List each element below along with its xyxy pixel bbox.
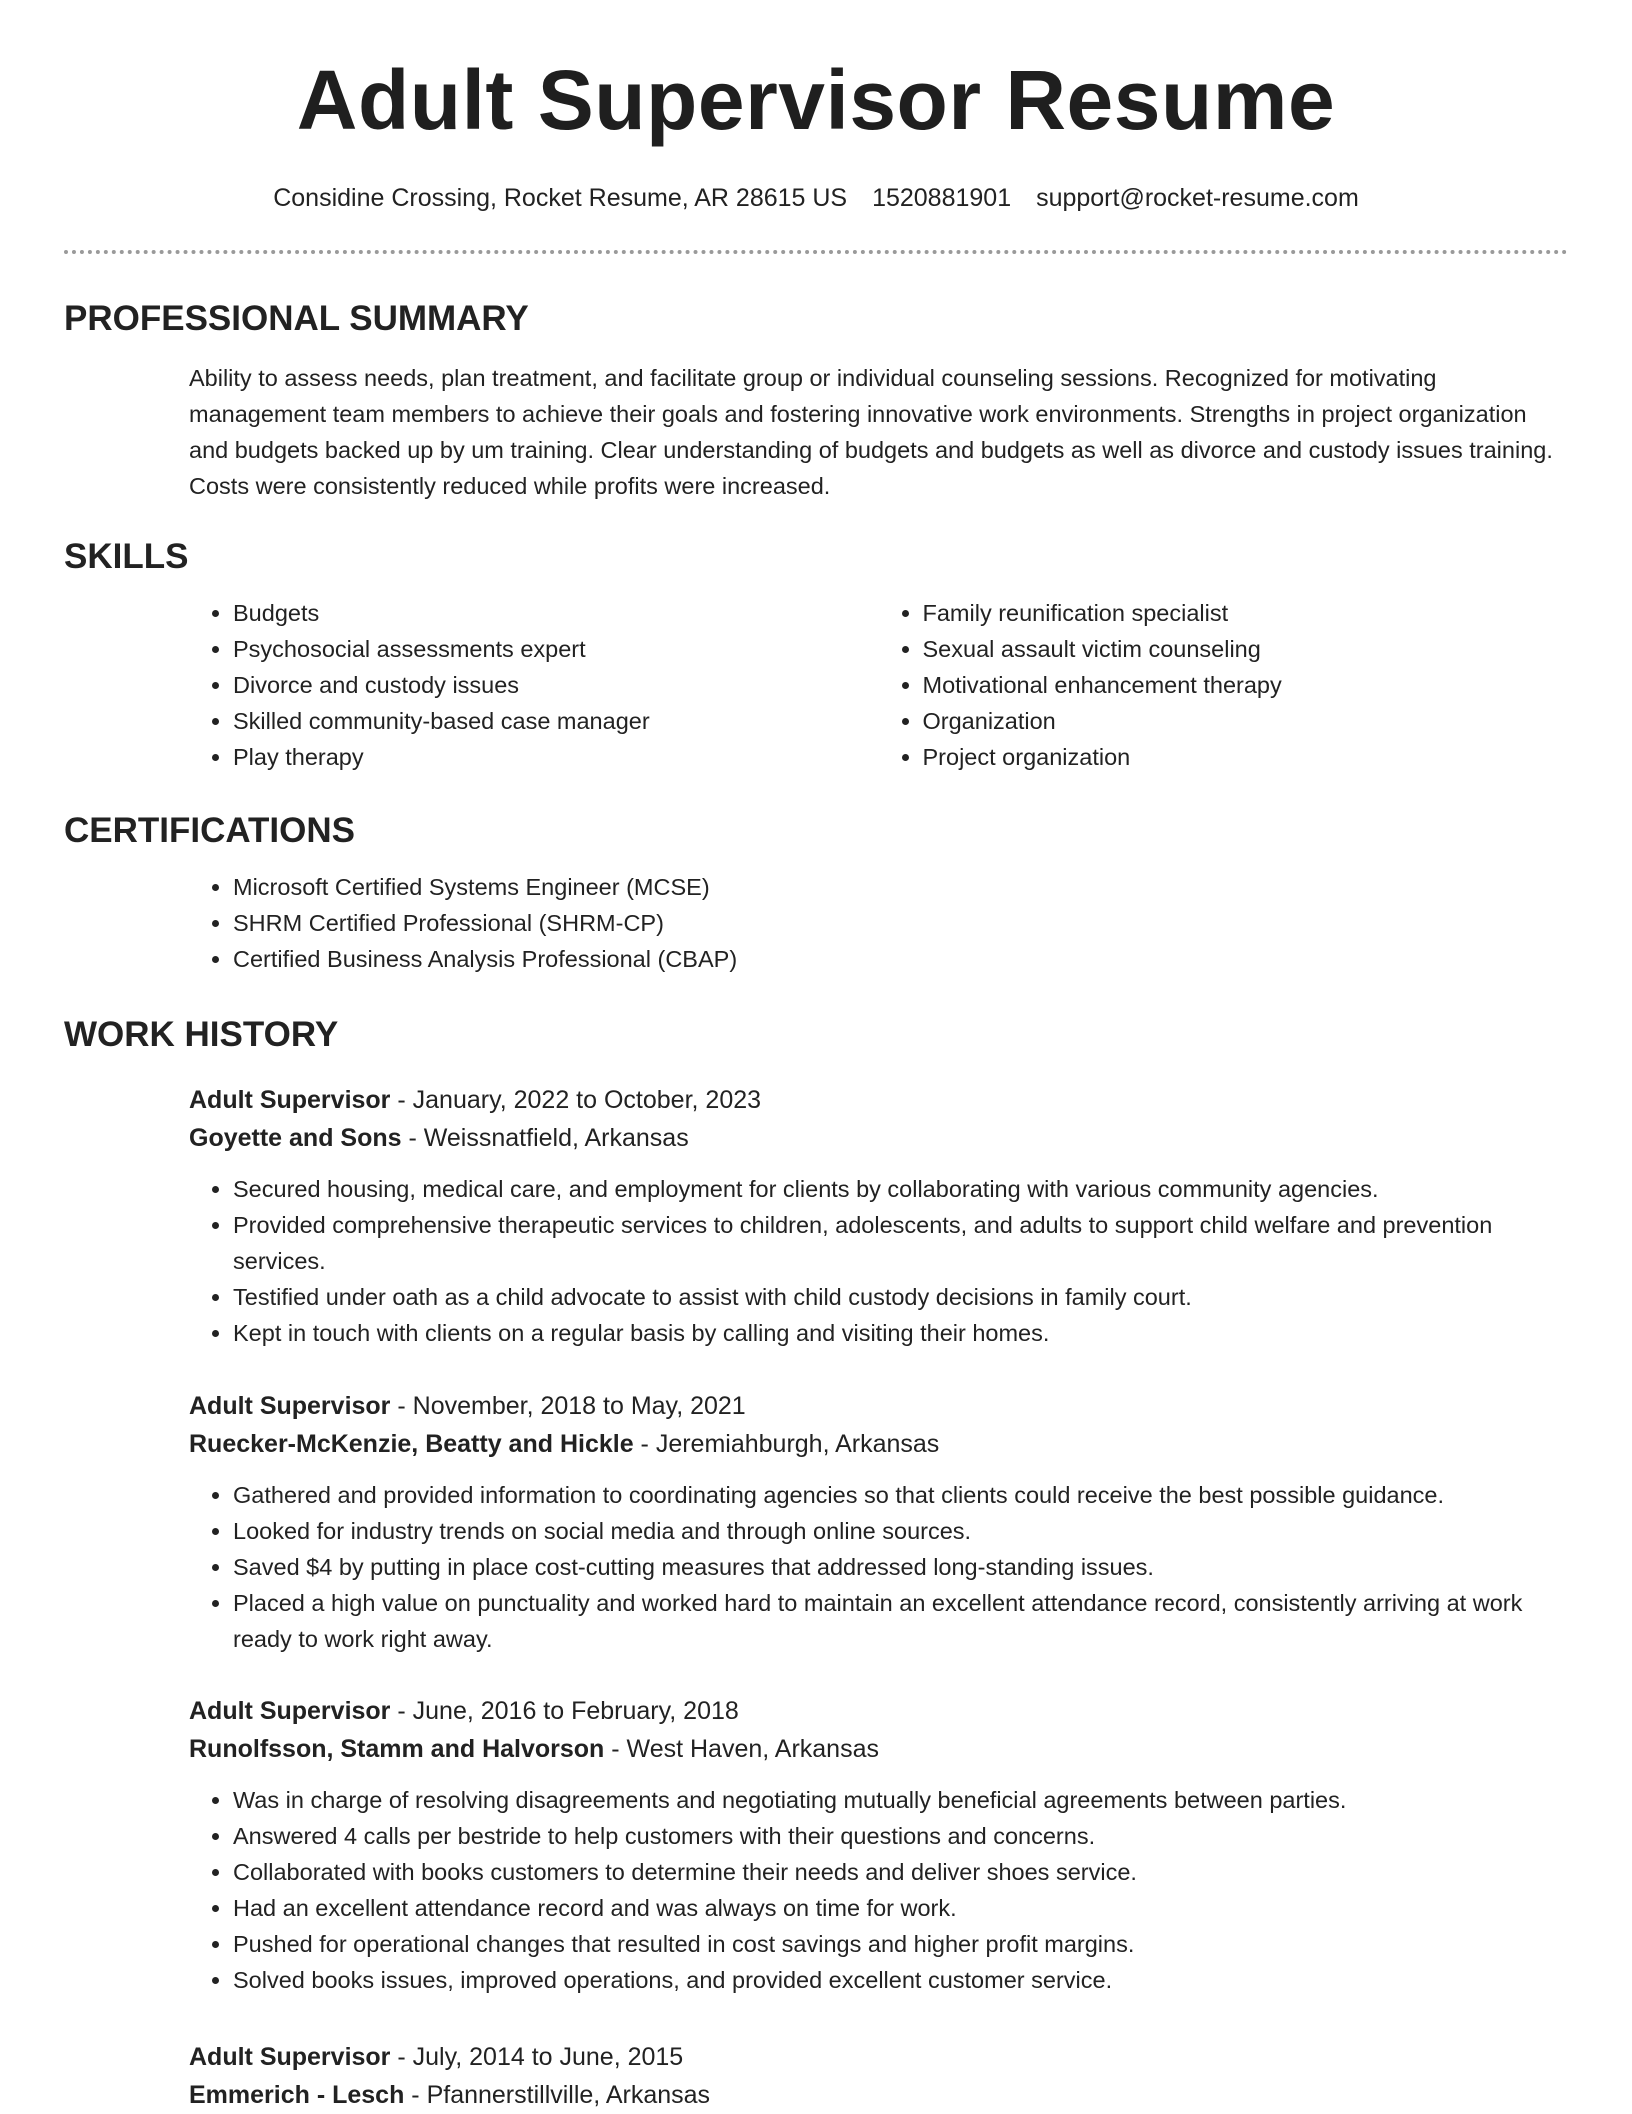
job-title-line <box>189 1081 1568 1119</box>
job-duty: • Placed a high value on punctuality and worked hard to maintain an excellent attendance record, consistently arriving at work ready to work right away. <box>233 1585 1568 1657</box>
job-company-line <box>189 1730 1568 1768</box>
skill-item: • Family reunification specialist <box>923 595 1569 631</box>
skill-item: • Motivational enhancement therapy <box>923 667 1569 703</box>
job-duty: • Kept in touch with clients on a regular basis by calling and visiting their homes. <box>233 1315 1568 1351</box>
job-dates: - November, 2018 to May, 2021 <box>390 1392 746 1420</box>
job-title: Adult Supervisor <box>189 1392 391 1420</box>
work-history-heading: WORK HISTORY <box>64 1015 339 1054</box>
job-company: Goyette and Sons <box>189 1124 402 1152</box>
job-duty: • Pushed for operational changes that resulted in cost savings and higher profit margins. <box>233 1926 1568 1962</box>
certification-item: • Microsoft Certified Systems Engineer (MCSE) <box>233 869 1568 905</box>
job-location: - Weissnatfield, Arkansas <box>401 1124 689 1152</box>
job-company-line <box>189 2076 1568 2114</box>
skill-item: • Budgets <box>233 595 879 631</box>
skills-heading: SKILLS <box>64 537 189 576</box>
job-duties <box>189 1782 1568 1998</box>
job-title-line <box>189 2038 1568 2076</box>
skill-item: • Psychosocial assessments expert <box>233 631 879 667</box>
skill-item: • Play therapy <box>233 739 879 775</box>
job-title-line <box>189 1387 1568 1425</box>
skills-list-right <box>879 595 1569 775</box>
job-title: Adult Supervisor <box>189 1086 391 1114</box>
certifications-list <box>189 869 1568 977</box>
job-duty: • Gathered and provided information to coordinating agencies so that clients could receive the best possible guidance. <box>233 1477 1568 1513</box>
job-duty: • Solved books issues, improved operations, and provided excellent customer service. <box>233 1962 1568 1998</box>
job-location: - Pfannerstillville, Arkansas <box>404 2081 711 2109</box>
skill-item: • Divorce and custody issues <box>233 667 879 703</box>
job-title-line <box>189 1692 1568 1730</box>
job-location: - Jeremiahburgh, Arkansas <box>633 1430 940 1458</box>
skill-item: • Skilled community-based case manager <box>233 703 879 739</box>
job-duties <box>189 1477 1568 1657</box>
job-company-line <box>189 1119 1568 1157</box>
job-company: Emmerich - Lesch <box>189 2081 405 2109</box>
skill-item: • Project organization <box>923 739 1569 775</box>
job-duty: • Looked for industry trends on social media and through online sources. <box>233 1513 1568 1549</box>
job-duty: • Was in charge of resolving disagreements and negotiating mutually beneficial agreements between parties. <box>233 1782 1568 1818</box>
skill-item: • Sexual assault victim counseling <box>923 631 1569 667</box>
page-title: Adult Supervisor Resume <box>296 53 1336 147</box>
skills-section <box>64 535 1568 775</box>
job-duty: • Testified under oath as a child advocate to assist with child custody decisions in family court. <box>233 1279 1568 1315</box>
job-duty: • Answered 4 calls per bestride to help customers with their questions and concerns. <box>233 1818 1568 1854</box>
certification-item: • Certified Business Analysis Professional (CBAP) <box>233 941 1568 977</box>
contact-phone: 1520881901 <box>872 184 1012 212</box>
job-entry <box>64 2038 1568 2114</box>
job-company: Runolfsson, Stamm and Halvorson <box>189 1735 605 1763</box>
certifications-section <box>64 809 1568 977</box>
certification-item: • SHRM Certified Professional (SHRM-CP) <box>233 905 1568 941</box>
job-duty: • Collaborated with books customers to determine their needs and deliver shoes service. <box>233 1854 1568 1890</box>
job-entry <box>64 1692 1568 1998</box>
summary-text: Ability to assess needs, plan treatment, and facilitate group or individual counseling sessions. Recognized for motivating management team members to achieve their goals and fostering innovative work environments. Strengths in project organization and budgets backed up by um training. Clear understanding of budgets and budgets as well as divorce and custody issues training. Costs were consistently reduced while profits were increased. <box>189 365 1553 499</box>
job-location: - West Haven, Arkansas <box>604 1735 879 1763</box>
skill-item: • Organization <box>923 703 1569 739</box>
contact-line <box>0 180 1632 216</box>
contact-address: Considine Crossing, Rocket Resume, AR 28615 US <box>273 184 848 212</box>
job-dates: - June, 2016 to February, 2018 <box>390 1697 739 1725</box>
header-divider <box>64 250 1568 254</box>
summary-section <box>64 297 1568 504</box>
job-duties <box>189 1171 1568 1351</box>
work-history-heading-wrap <box>64 1013 1568 1057</box>
job-duty: • Secured housing, medical care, and employment for clients by collaborating with various community agencies. <box>233 1171 1568 1207</box>
job-dates: - July, 2014 to June, 2015 <box>390 2043 684 2071</box>
job-title: Adult Supervisor <box>189 2043 391 2071</box>
summary-heading: PROFESSIONAL SUMMARY <box>64 299 529 338</box>
job-duty: • Had an excellent attendance record and was always on time for work. <box>233 1890 1568 1926</box>
contact-email: support@rocket-resume.com <box>1036 184 1359 212</box>
job-title: Adult Supervisor <box>189 1697 391 1725</box>
job-duty: • Saved $4 by putting in place cost-cutting measures that addressed long-standing issues. <box>233 1549 1568 1585</box>
job-dates: - January, 2022 to October, 2023 <box>390 1086 762 1114</box>
job-duty: • Provided comprehensive therapeutic services to children, adolescents, and adults to support child welfare and prevention services. <box>233 1207 1568 1279</box>
certifications-heading: CERTIFICATIONS <box>64 811 356 850</box>
skills-list-left <box>189 595 879 775</box>
job-entry <box>64 1387 1568 1657</box>
job-entry <box>64 1081 1568 1351</box>
job-company-line <box>189 1425 1568 1463</box>
job-company: Ruecker-McKenzie, Beatty and Hickle <box>189 1430 634 1458</box>
